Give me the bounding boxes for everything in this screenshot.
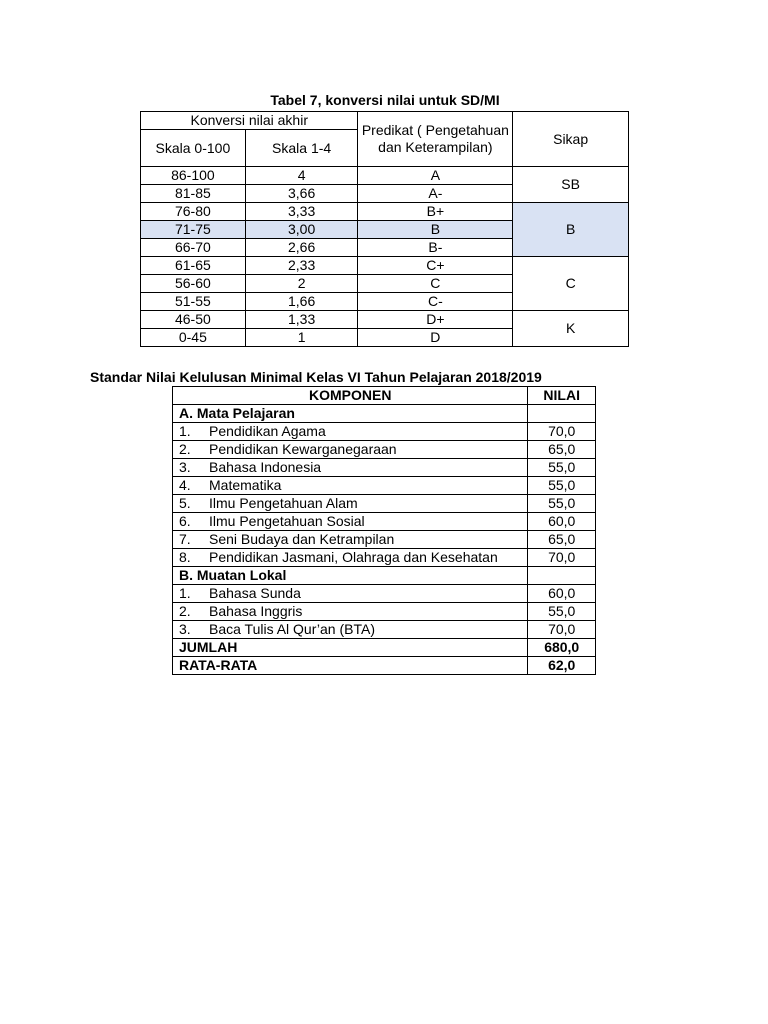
section-row: [173, 567, 596, 585]
table-row: [141, 257, 629, 275]
subject-number: 6.: [179, 513, 191, 529]
subject-cell: [173, 531, 528, 549]
standard-table: [172, 386, 596, 675]
rata-rata-value: 62,0: [528, 657, 596, 675]
header-predikat: Predikat ( Pengetahuan dan Keterampilan): [358, 112, 513, 167]
section-b-value: [528, 567, 596, 585]
subject-value: 55,0: [528, 495, 596, 513]
section-row: [173, 405, 596, 423]
cell-skala-4: 1,33: [245, 311, 358, 329]
subject-value: 55,0: [528, 603, 596, 621]
subject-name: Bahasa Indonesia: [209, 459, 322, 475]
average-row: [173, 657, 596, 675]
table-row: [173, 513, 596, 531]
subject-value: 60,0: [528, 585, 596, 603]
table-row: [141, 311, 629, 329]
cell-skala-100: 66-70: [141, 239, 246, 257]
cell-skala-100: 0-45: [141, 329, 246, 347]
subject-value: 60,0: [528, 513, 596, 531]
cell-sikap: C: [513, 257, 629, 311]
cell-skala-4: 2,66: [245, 239, 358, 257]
table-row: [173, 603, 596, 621]
header-sikap: Sikap: [513, 112, 629, 167]
standard-table-title: Standar Nilai Kelulusan Minimal Kelas VI Tahun Pelajaran 2018/2019: [90, 369, 542, 385]
header-nilai: NILAI: [528, 387, 596, 405]
subject-cell: [173, 603, 528, 621]
subject-name: Ilmu Pengetahuan Sosial: [209, 513, 365, 529]
cell-sikap: SB: [513, 167, 629, 203]
subject-cell: [173, 585, 528, 603]
conversion-table: [140, 111, 629, 347]
cell-skala-4: 3,00: [245, 221, 358, 239]
cell-skala-4: 1,66: [245, 293, 358, 311]
subject-number: 3.: [179, 621, 191, 637]
subject-name: Pendidikan Agama: [209, 423, 326, 439]
conversion-table-title: Tabel 7, konversi nilai untuk SD/MI: [270, 92, 500, 108]
cell-skala-100: 56-60: [141, 275, 246, 293]
subject-value: 65,0: [528, 441, 596, 459]
cell-skala-100: 76-80: [141, 203, 246, 221]
subject-number: 4.: [179, 477, 191, 493]
section-a-label: A. Mata Pelajaran: [173, 405, 528, 423]
cell-skala-100: 51-55: [141, 293, 246, 311]
subject-name: Seni Budaya dan Ketrampilan: [209, 531, 395, 547]
subject-cell: [173, 549, 528, 567]
table-row: [173, 441, 596, 459]
cell-skala-100: 81-85: [141, 185, 246, 203]
cell-skala-4: 3,66: [245, 185, 358, 203]
cell-predikat: B: [358, 221, 513, 239]
subject-value: 70,0: [528, 423, 596, 441]
conversion-header-row: [141, 112, 629, 130]
jumlah-label: JUMLAH: [173, 639, 528, 657]
table-row: [141, 203, 629, 221]
subject-cell: [173, 495, 528, 513]
cell-skala-4: 4: [245, 167, 358, 185]
total-row: [173, 639, 596, 657]
cell-skala-4: 1: [245, 329, 358, 347]
subject-cell: [173, 513, 528, 531]
subject-cell: [173, 621, 528, 639]
cell-sikap: B: [513, 203, 629, 257]
subject-number: 5.: [179, 495, 191, 511]
cell-predikat: C: [358, 275, 513, 293]
table-row: [173, 459, 596, 477]
subject-name: Pendidikan Kewarganegaraan: [209, 441, 397, 457]
table-row: [173, 585, 596, 603]
subject-name: Matematika: [209, 477, 282, 493]
cell-skala-4: 2,33: [245, 257, 358, 275]
subject-number: 3.: [179, 459, 191, 475]
subject-number: 1.: [179, 423, 191, 439]
subject-name: Pendidikan Jasmani, Olahraga dan Kesehatan: [209, 549, 498, 565]
subject-name: Bahasa Inggris: [209, 603, 303, 619]
cell-predikat: D+: [358, 311, 513, 329]
table-row: [173, 495, 596, 513]
header-skala-100: Skala 0-100: [141, 130, 246, 167]
table-row: [173, 423, 596, 441]
jumlah-value: 680,0: [528, 639, 596, 657]
cell-skala-100: 86-100: [141, 167, 246, 185]
cell-predikat: A: [358, 167, 513, 185]
subject-name: Bahasa Sunda: [209, 585, 301, 601]
cell-skala-100: 71-75: [141, 221, 246, 239]
subject-cell: [173, 477, 528, 495]
subject-cell: [173, 423, 528, 441]
subject-value: 70,0: [528, 549, 596, 567]
cell-predikat: B-: [358, 239, 513, 257]
header-komponen: KOMPONEN: [173, 387, 528, 405]
subject-cell: [173, 459, 528, 477]
cell-skala-4: 3,33: [245, 203, 358, 221]
standard-header-row: [173, 387, 596, 405]
subject-name: Baca Tulis Al Qur’an (BTA): [209, 621, 375, 637]
subject-value: 70,0: [528, 621, 596, 639]
table-row: [173, 621, 596, 639]
subject-number: 2.: [179, 441, 191, 457]
header-konversi: Konversi nilai akhir: [141, 112, 358, 130]
subject-number: 7.: [179, 531, 191, 547]
subject-name: Ilmu Pengetahuan Alam: [209, 495, 358, 511]
section-b-label: B. Muatan Lokal: [173, 567, 528, 585]
cell-skala-4: 2: [245, 275, 358, 293]
subject-number: 1.: [179, 585, 191, 601]
cell-predikat: C-: [358, 293, 513, 311]
cell-predikat: C+: [358, 257, 513, 275]
table-row: [141, 167, 629, 185]
cell-skala-100: 46-50: [141, 311, 246, 329]
subject-value: 65,0: [528, 531, 596, 549]
cell-predikat: B+: [358, 203, 513, 221]
table-row: [173, 549, 596, 567]
cell-skala-100: 61-65: [141, 257, 246, 275]
table-row: [173, 477, 596, 495]
section-a-value: [528, 405, 596, 423]
cell-predikat: D: [358, 329, 513, 347]
subject-value: 55,0: [528, 477, 596, 495]
table-row: [173, 531, 596, 549]
subject-number: 2.: [179, 603, 191, 619]
cell-predikat: A-: [358, 185, 513, 203]
header-skala-4: Skala 1-4: [245, 130, 358, 167]
subject-value: 55,0: [528, 459, 596, 477]
subject-cell: [173, 441, 528, 459]
cell-sikap: K: [513, 311, 629, 347]
subject-number: 8.: [179, 549, 191, 565]
rata-rata-label: RATA-RATA: [173, 657, 528, 675]
